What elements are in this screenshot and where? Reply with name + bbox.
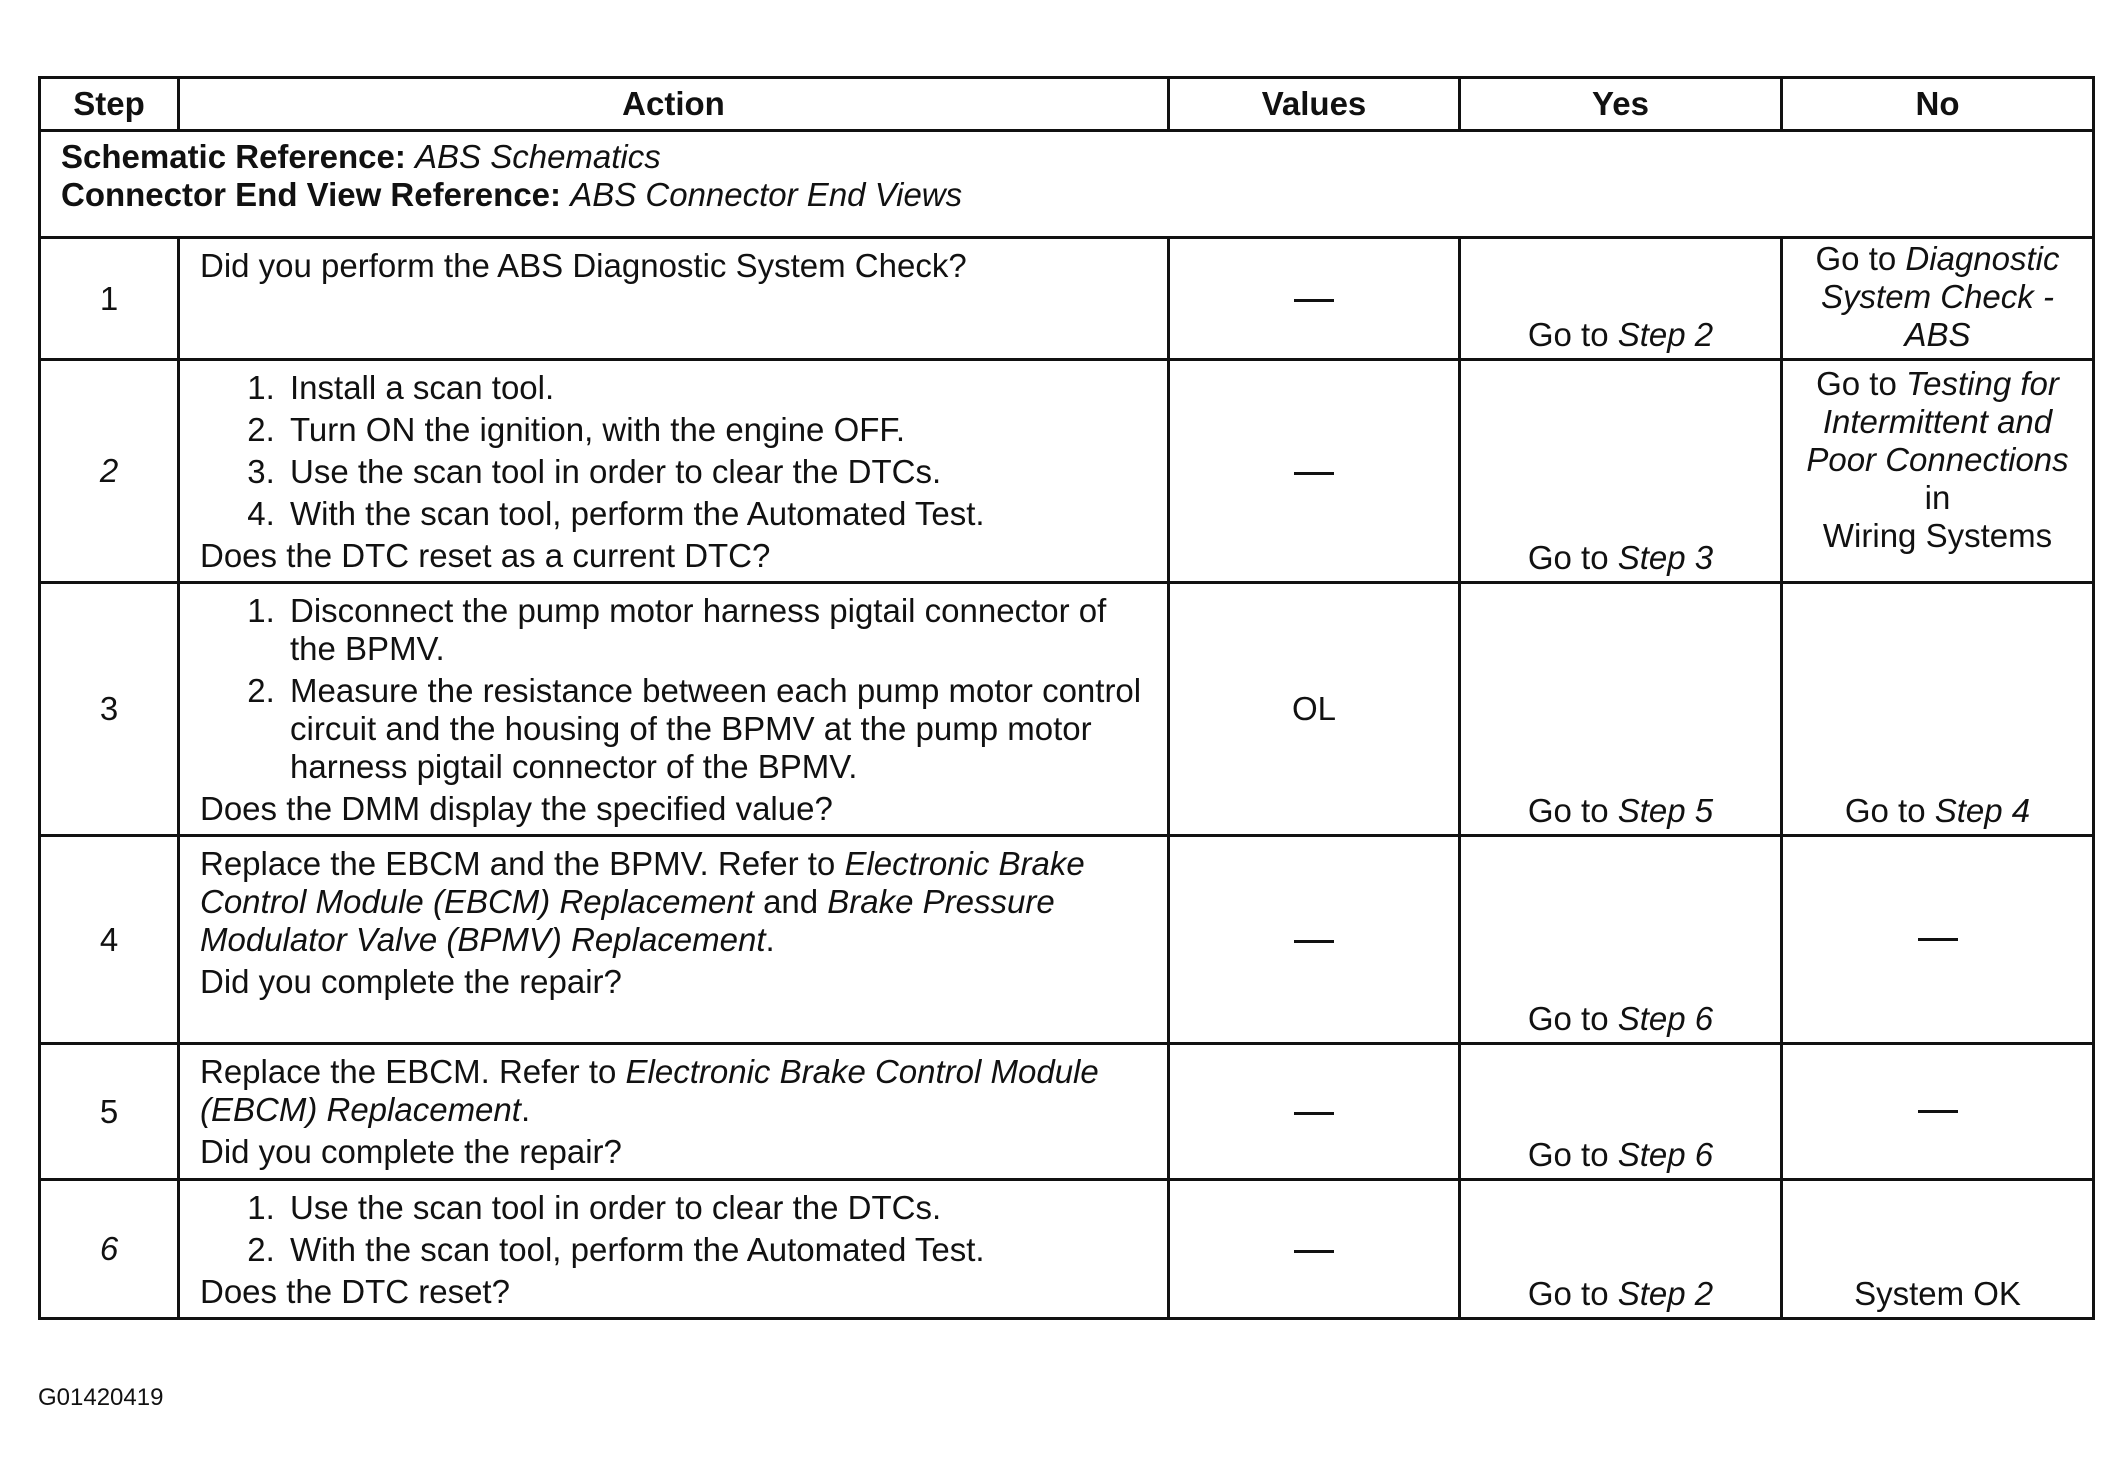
table-row [40, 583, 2094, 836]
no-cell [1782, 238, 2094, 360]
schematic-reference-label: Schematic Reference: [61, 138, 406, 175]
no-cell [1782, 1044, 2094, 1180]
no-suffix: Wiring Systems [1822, 517, 2053, 554]
connector-reference [61, 176, 2072, 214]
table-row [40, 1044, 2094, 1180]
yes-cell [1460, 1044, 1782, 1180]
empty-value-dash [1294, 472, 1334, 475]
no-suffix: in [1924, 479, 1951, 516]
empty-value-dash [1294, 940, 1334, 943]
no-cell [1782, 360, 2094, 583]
action-text: . [765, 921, 775, 958]
yes-cell [1460, 360, 1782, 583]
no-step-link[interactable]: Step 4 [1934, 792, 2031, 829]
action-step: 1. Install a scan tool. [284, 369, 1147, 407]
action-step: 2. With the scan tool, perform the Automated Test. [284, 1231, 1147, 1269]
action-steps [200, 592, 1147, 786]
step-number: 6 [40, 1180, 179, 1319]
no-link[interactable]: Diagnostic System Check - ABS [1821, 240, 2060, 353]
action-text: and [763, 883, 819, 920]
action-cell [179, 238, 1169, 360]
yes-prefix: Go to [1527, 539, 1609, 576]
action-step: 3. Use the scan tool in order to clear the DTCs. [284, 453, 1147, 491]
connector-reference-link[interactable]: ABS Connector End Views [570, 176, 963, 213]
empty-value-dash [1294, 299, 1334, 302]
step-number: 3 [40, 583, 179, 836]
yes-prefix: Go to [1527, 1275, 1609, 1312]
action-steps [200, 1189, 1147, 1269]
empty-value-dash [1918, 938, 1958, 941]
table-row [40, 238, 2094, 360]
schematic-reference-link[interactable]: ABS Schematics [415, 138, 661, 175]
table-row [40, 836, 2094, 1044]
action-question: Did you perform the ABS Diagnostic System Check? [200, 247, 967, 284]
table-row [40, 1180, 2094, 1319]
yes-step-link[interactable]: Step 6 [1617, 1136, 1714, 1173]
empty-value-dash [1294, 1250, 1334, 1253]
no-prefix: Go to [1816, 365, 1897, 402]
action-question: Did you complete the repair? [200, 1133, 622, 1170]
values-cell [1169, 360, 1460, 583]
yes-step-link[interactable]: Step 5 [1617, 792, 1714, 829]
header-values: Values [1169, 78, 1460, 131]
action-cell [179, 1180, 1169, 1319]
step-number: 5 [40, 1044, 179, 1180]
header-no: No [1782, 78, 2094, 131]
action-cell [179, 360, 1169, 583]
step-number: 4 [40, 836, 179, 1044]
action-step: 4. With the scan tool, perform the Automated Test. [284, 495, 1147, 533]
action-question: Did you complete the repair? [200, 963, 622, 1000]
no-prefix: Go to [1844, 792, 1926, 829]
yes-prefix: Go to [1527, 316, 1609, 353]
empty-value-dash [1918, 1110, 1958, 1113]
action-question: Does the DMM display the specified value? [200, 790, 833, 827]
yes-step-link[interactable]: Step 2 [1617, 316, 1714, 353]
ebcm-replacement-link[interactable]: Electronic Brake Control Module (EBCM) Replacement [200, 845, 1085, 920]
yes-step-link[interactable]: Step 3 [1617, 539, 1714, 576]
no-cell [1782, 836, 2094, 1044]
bpmv-replacement-link[interactable]: Brake Pressure Modulator Valve (BPMV) Replacement [200, 883, 1055, 958]
no-cell: System OK [1782, 1180, 2094, 1319]
yes-cell [1460, 1180, 1782, 1319]
step-number: 2 [40, 360, 179, 583]
action-step: 2. Measure the resistance between each pump motor control circuit and the housing of the BPMV at the pump motor harness pigtail connector of the BPMV. [284, 672, 1147, 786]
ebcm-replacement-link[interactable]: Electronic Brake Control Module (EBCM) Replacement [200, 1053, 1099, 1128]
action-cell [179, 1044, 1169, 1180]
action-steps [200, 369, 1147, 533]
action-text: Replace the EBCM and the BPMV. Refer to [200, 845, 836, 882]
no-prefix: Go to [1815, 240, 1897, 277]
action-step: 2. Turn ON the ignition, with the engine OFF. [284, 411, 1147, 449]
values-cell: OL [1169, 583, 1460, 836]
action-step: 1. Disconnect the pump motor harness pigtail connector of the BPMV. [284, 592, 1147, 668]
header-step: Step [40, 78, 179, 131]
action-text: . [520, 1091, 531, 1128]
action-question: Does the DTC reset? [200, 1273, 510, 1310]
values-cell [1169, 1180, 1460, 1319]
no-link[interactable]: Testing for Intermittent and Poor Connections [1806, 365, 2069, 478]
reference-row [40, 131, 2094, 238]
header-action: Action [179, 78, 1169, 131]
values-cell [1169, 1044, 1460, 1180]
yes-prefix: Go to [1527, 1000, 1609, 1037]
action-question: Does the DTC reset as a current DTC? [200, 537, 771, 574]
yes-step-link[interactable]: Step 2 [1617, 1275, 1714, 1312]
table-row [40, 360, 2094, 583]
connector-reference-label: Connector End View Reference: [61, 176, 562, 213]
yes-prefix: Go to [1527, 1136, 1609, 1173]
values-cell [1169, 836, 1460, 1044]
schematic-reference [61, 138, 2072, 176]
action-cell [179, 836, 1169, 1044]
figure-id: G01420419 [38, 1384, 164, 1411]
yes-cell [1460, 836, 1782, 1044]
action-text: Replace the EBCM. Refer to [200, 1053, 617, 1090]
header-row [40, 78, 2094, 131]
yes-prefix: Go to [1527, 792, 1609, 829]
diagnostic-table [38, 76, 2095, 1320]
reference-cell [40, 131, 2094, 238]
step-number: 1 [40, 238, 179, 360]
header-yes: Yes [1460, 78, 1782, 131]
yes-cell [1460, 583, 1782, 836]
no-cell [1782, 583, 2094, 836]
action-cell [179, 583, 1169, 836]
empty-value-dash [1294, 1112, 1334, 1115]
yes-cell [1460, 238, 1782, 360]
action-step: 1. Use the scan tool in order to clear the DTCs. [284, 1189, 1147, 1227]
yes-step-link[interactable]: Step 6 [1617, 1000, 1714, 1037]
values-cell [1169, 238, 1460, 360]
